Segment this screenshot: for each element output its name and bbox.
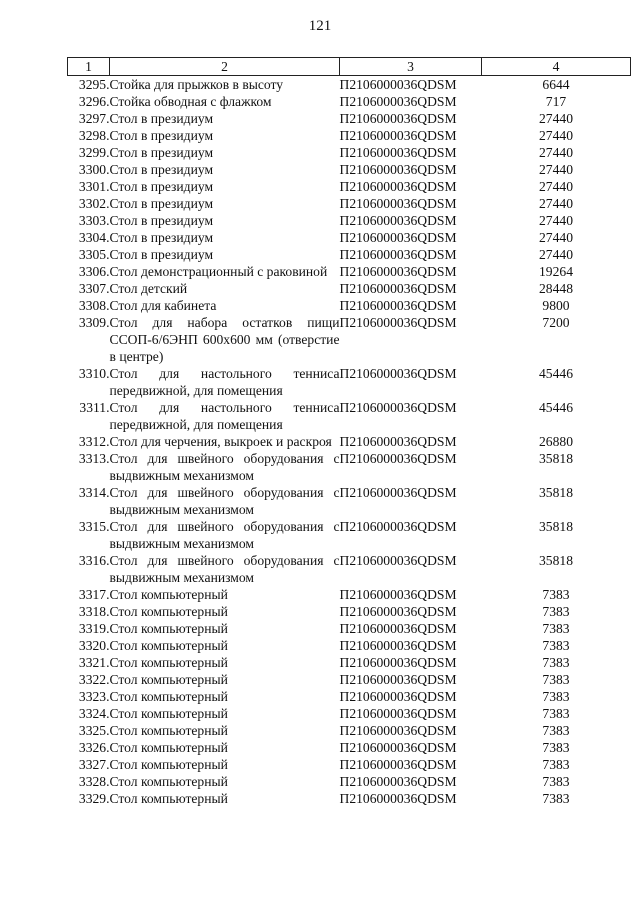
item-price: 28448 [539, 281, 573, 296]
item-code: П2106000036QDSM [339, 264, 457, 279]
item-name: Стол в президиум [109, 213, 214, 228]
item-price: 26880 [539, 434, 573, 449]
item-code: П2106000036QDSM [339, 519, 457, 534]
row-number: 3316. [78, 553, 110, 568]
table-row [68, 705, 631, 722]
table-row [68, 790, 631, 807]
item-name: Стол компьютерный [109, 638, 228, 653]
table-row [68, 93, 631, 110]
item-price: 7383 [542, 587, 570, 602]
row-number: 3308. [78, 298, 110, 313]
item-price: 27440 [539, 128, 573, 143]
item-name: Стол в президиум [109, 196, 214, 211]
item-price: 27440 [539, 145, 573, 160]
table-header-row [68, 58, 631, 76]
item-name: Стол для швейного оборудования с выдвижным механизмом [109, 451, 340, 483]
table-row [68, 620, 631, 637]
table-row [68, 110, 631, 127]
row-number: 3299. [78, 145, 110, 160]
item-code: П2106000036QDSM [339, 162, 457, 177]
item-code: П2106000036QDSM [339, 791, 457, 806]
item-price: 7383 [542, 706, 570, 721]
table-row [68, 603, 631, 620]
item-code: П2106000036QDSM [339, 298, 457, 313]
item-name: Стол компьютерный [109, 655, 228, 670]
table-row [68, 739, 631, 756]
item-price: 7383 [542, 757, 570, 772]
item-price: 27440 [539, 111, 573, 126]
row-number: 3314. [78, 485, 110, 500]
table-row [68, 246, 631, 263]
item-code: П2106000036QDSM [339, 723, 457, 738]
row-number: 3305. [78, 247, 110, 262]
row-number: 3322. [78, 672, 110, 687]
table-row [68, 195, 631, 212]
item-name: Стол в президиум [109, 179, 214, 194]
row-number: 3306. [78, 264, 110, 279]
page-number: 121 [308, 18, 332, 34]
item-code: П2106000036QDSM [339, 451, 457, 466]
table-row [68, 552, 631, 586]
row-number: 3317. [78, 587, 110, 602]
row-number: 3297. [78, 111, 110, 126]
item-name: Стол для швейного оборудования с выдвижным механизмом [109, 485, 340, 517]
item-price: 7383 [542, 604, 570, 619]
item-code: П2106000036QDSM [339, 587, 457, 602]
column-header-2: 2 [110, 58, 340, 76]
item-name: Стол в президиум [109, 230, 214, 245]
row-number: 3324. [78, 706, 110, 721]
row-number: 3328. [78, 774, 110, 789]
row-number: 3312. [78, 434, 110, 449]
row-number: 3304. [78, 230, 110, 245]
item-name: Стол компьютерный [109, 706, 228, 721]
item-price: 35818 [539, 485, 573, 500]
table-row [68, 722, 631, 739]
item-code: П2106000036QDSM [339, 672, 457, 687]
item-code: П2106000036QDSM [339, 230, 457, 245]
item-price: 7383 [542, 655, 570, 670]
item-name: Стол в президиум [109, 162, 214, 177]
item-name: Стол компьютерный [109, 791, 228, 806]
item-code: П2106000036QDSM [339, 400, 457, 415]
item-price: 27440 [539, 196, 573, 211]
row-number: 3327. [78, 757, 110, 772]
item-code: П2106000036QDSM [339, 706, 457, 721]
column-header-3: 3 [340, 58, 482, 76]
item-name: Стол в президиум [109, 111, 214, 126]
item-price: 35818 [539, 553, 573, 568]
row-number: 3309. [78, 315, 110, 330]
row-number: 3325. [78, 723, 110, 738]
row-number: 3315. [78, 519, 110, 534]
items-table [67, 57, 631, 807]
row-number: 3303. [78, 213, 110, 228]
table-row [68, 365, 631, 399]
item-code: П2106000036QDSM [339, 434, 457, 449]
item-code: П2106000036QDSM [339, 128, 457, 143]
item-code: П2106000036QDSM [339, 315, 457, 330]
item-name: Стол компьютерный [109, 774, 228, 789]
row-number: 3296. [78, 94, 110, 109]
item-price: 7383 [542, 672, 570, 687]
item-price: 27440 [539, 230, 573, 245]
item-name: Стол компьютерный [109, 723, 228, 738]
table-row [68, 178, 631, 195]
item-code: П2106000036QDSM [339, 689, 457, 704]
table-row [68, 399, 631, 433]
item-price: 45446 [539, 400, 573, 415]
row-number: 3302. [78, 196, 110, 211]
row-number: 3323. [78, 689, 110, 704]
column-header-4: 4 [482, 58, 631, 76]
row-number: 3319. [78, 621, 110, 636]
table-row [68, 144, 631, 161]
item-code: П2106000036QDSM [339, 281, 457, 296]
table-row [68, 280, 631, 297]
table-row [68, 688, 631, 705]
table-row [68, 518, 631, 552]
item-name: Стол для черчения, выкроек и раскроя [109, 434, 332, 449]
item-name: Стол компьютерный [109, 621, 228, 636]
item-code: П2106000036QDSM [339, 553, 457, 568]
item-code: П2106000036QDSM [339, 111, 457, 126]
item-name: Стол компьютерный [109, 757, 228, 772]
item-price: 27440 [539, 213, 573, 228]
item-name: Стойка обводная с флажком [109, 94, 272, 109]
row-number: 3311. [79, 400, 110, 415]
table-row [68, 297, 631, 314]
row-number: 3300. [78, 162, 110, 177]
item-name: Стол для настольного тенниса передвижной, для помещения [109, 400, 340, 432]
item-name: Стол компьютерный [109, 689, 228, 704]
table-row [68, 433, 631, 450]
row-number: 3329. [78, 791, 110, 806]
item-name: Стойка для прыжков в высоту [109, 77, 284, 92]
item-price: 19264 [539, 264, 573, 279]
item-price: 35818 [539, 451, 573, 466]
table-row [68, 484, 631, 518]
item-price: 7383 [542, 791, 570, 806]
item-code: П2106000036QDSM [339, 77, 457, 92]
item-name: Стол компьютерный [109, 740, 228, 755]
row-number: 3326. [78, 740, 110, 755]
item-name: Стол демонстрационный с раковиной [109, 264, 328, 279]
item-price: 717 [545, 94, 567, 109]
table-row [68, 671, 631, 688]
item-name: Стол в президиум [109, 145, 214, 160]
table-row [68, 212, 631, 229]
column-header-1: 1 [68, 58, 110, 76]
row-number: 3321. [78, 655, 110, 670]
item-code: П2106000036QDSM [339, 604, 457, 619]
table-row [68, 773, 631, 790]
table-row [68, 263, 631, 280]
item-name: Стол в президиум [109, 128, 214, 143]
item-price: 35818 [539, 519, 573, 534]
item-name: Стол в президиум [109, 247, 214, 262]
item-price: 27440 [539, 247, 573, 262]
item-price: 7200 [542, 315, 570, 330]
item-name: Стол детский [109, 281, 188, 296]
item-price: 7383 [542, 689, 570, 704]
table-row [68, 314, 631, 365]
table-row [68, 76, 631, 94]
item-name: Стол для настольного тенниса передвижной, для помещения [109, 366, 340, 398]
item-name: Стол для кабинета [109, 298, 217, 313]
item-code: П2106000036QDSM [339, 94, 457, 109]
item-name: Стол для набора остатков пищи ССОП-6/6ЭНП 600х600 мм (отверстие в центре) [109, 315, 340, 364]
table-row [68, 229, 631, 246]
item-code: П2106000036QDSM [339, 366, 457, 381]
table-row [68, 756, 631, 773]
item-code: П2106000036QDSM [339, 247, 457, 262]
item-price: 27440 [539, 179, 573, 194]
row-number: 3298. [78, 128, 110, 143]
item-price: 7383 [542, 774, 570, 789]
table-body [68, 76, 631, 808]
item-price: 7383 [542, 621, 570, 636]
item-price: 7383 [542, 723, 570, 738]
item-code: П2106000036QDSM [339, 213, 457, 228]
item-name: Стол для швейного оборудования с выдвижным механизмом [109, 553, 340, 585]
item-price: 6644 [542, 77, 570, 92]
item-price: 7383 [542, 638, 570, 653]
row-number: 3295. [78, 77, 110, 92]
table-row [68, 127, 631, 144]
item-code: П2106000036QDSM [339, 774, 457, 789]
table-row [68, 654, 631, 671]
item-price: 7383 [542, 740, 570, 755]
row-number: 3310. [78, 366, 110, 381]
row-number: 3307. [78, 281, 110, 296]
item-name: Стол компьютерный [109, 672, 228, 687]
item-code: П2106000036QDSM [339, 740, 457, 755]
table-row [68, 586, 631, 603]
item-price: 27440 [539, 162, 573, 177]
row-number: 3320. [78, 638, 110, 653]
item-price: 45446 [539, 366, 573, 381]
item-code: П2106000036QDSM [339, 145, 457, 160]
row-number: 3318. [78, 604, 110, 619]
row-number: 3313. [78, 451, 110, 466]
item-name: Стол компьютерный [109, 587, 228, 602]
item-code: П2106000036QDSM [339, 196, 457, 211]
table-row [68, 450, 631, 484]
item-name: Стол компьютерный [109, 604, 228, 619]
item-code: П2106000036QDSM [339, 179, 457, 194]
item-code: П2106000036QDSM [339, 655, 457, 670]
row-number: 3301. [78, 179, 110, 194]
item-code: П2106000036QDSM [339, 757, 457, 772]
table-row [68, 161, 631, 178]
item-code: П2106000036QDSM [339, 485, 457, 500]
table-row [68, 637, 631, 654]
item-price: 9800 [542, 298, 570, 313]
item-name: Стол для швейного оборудования с выдвижным механизмом [109, 519, 340, 551]
item-code: П2106000036QDSM [339, 621, 457, 636]
item-code: П2106000036QDSM [339, 638, 457, 653]
